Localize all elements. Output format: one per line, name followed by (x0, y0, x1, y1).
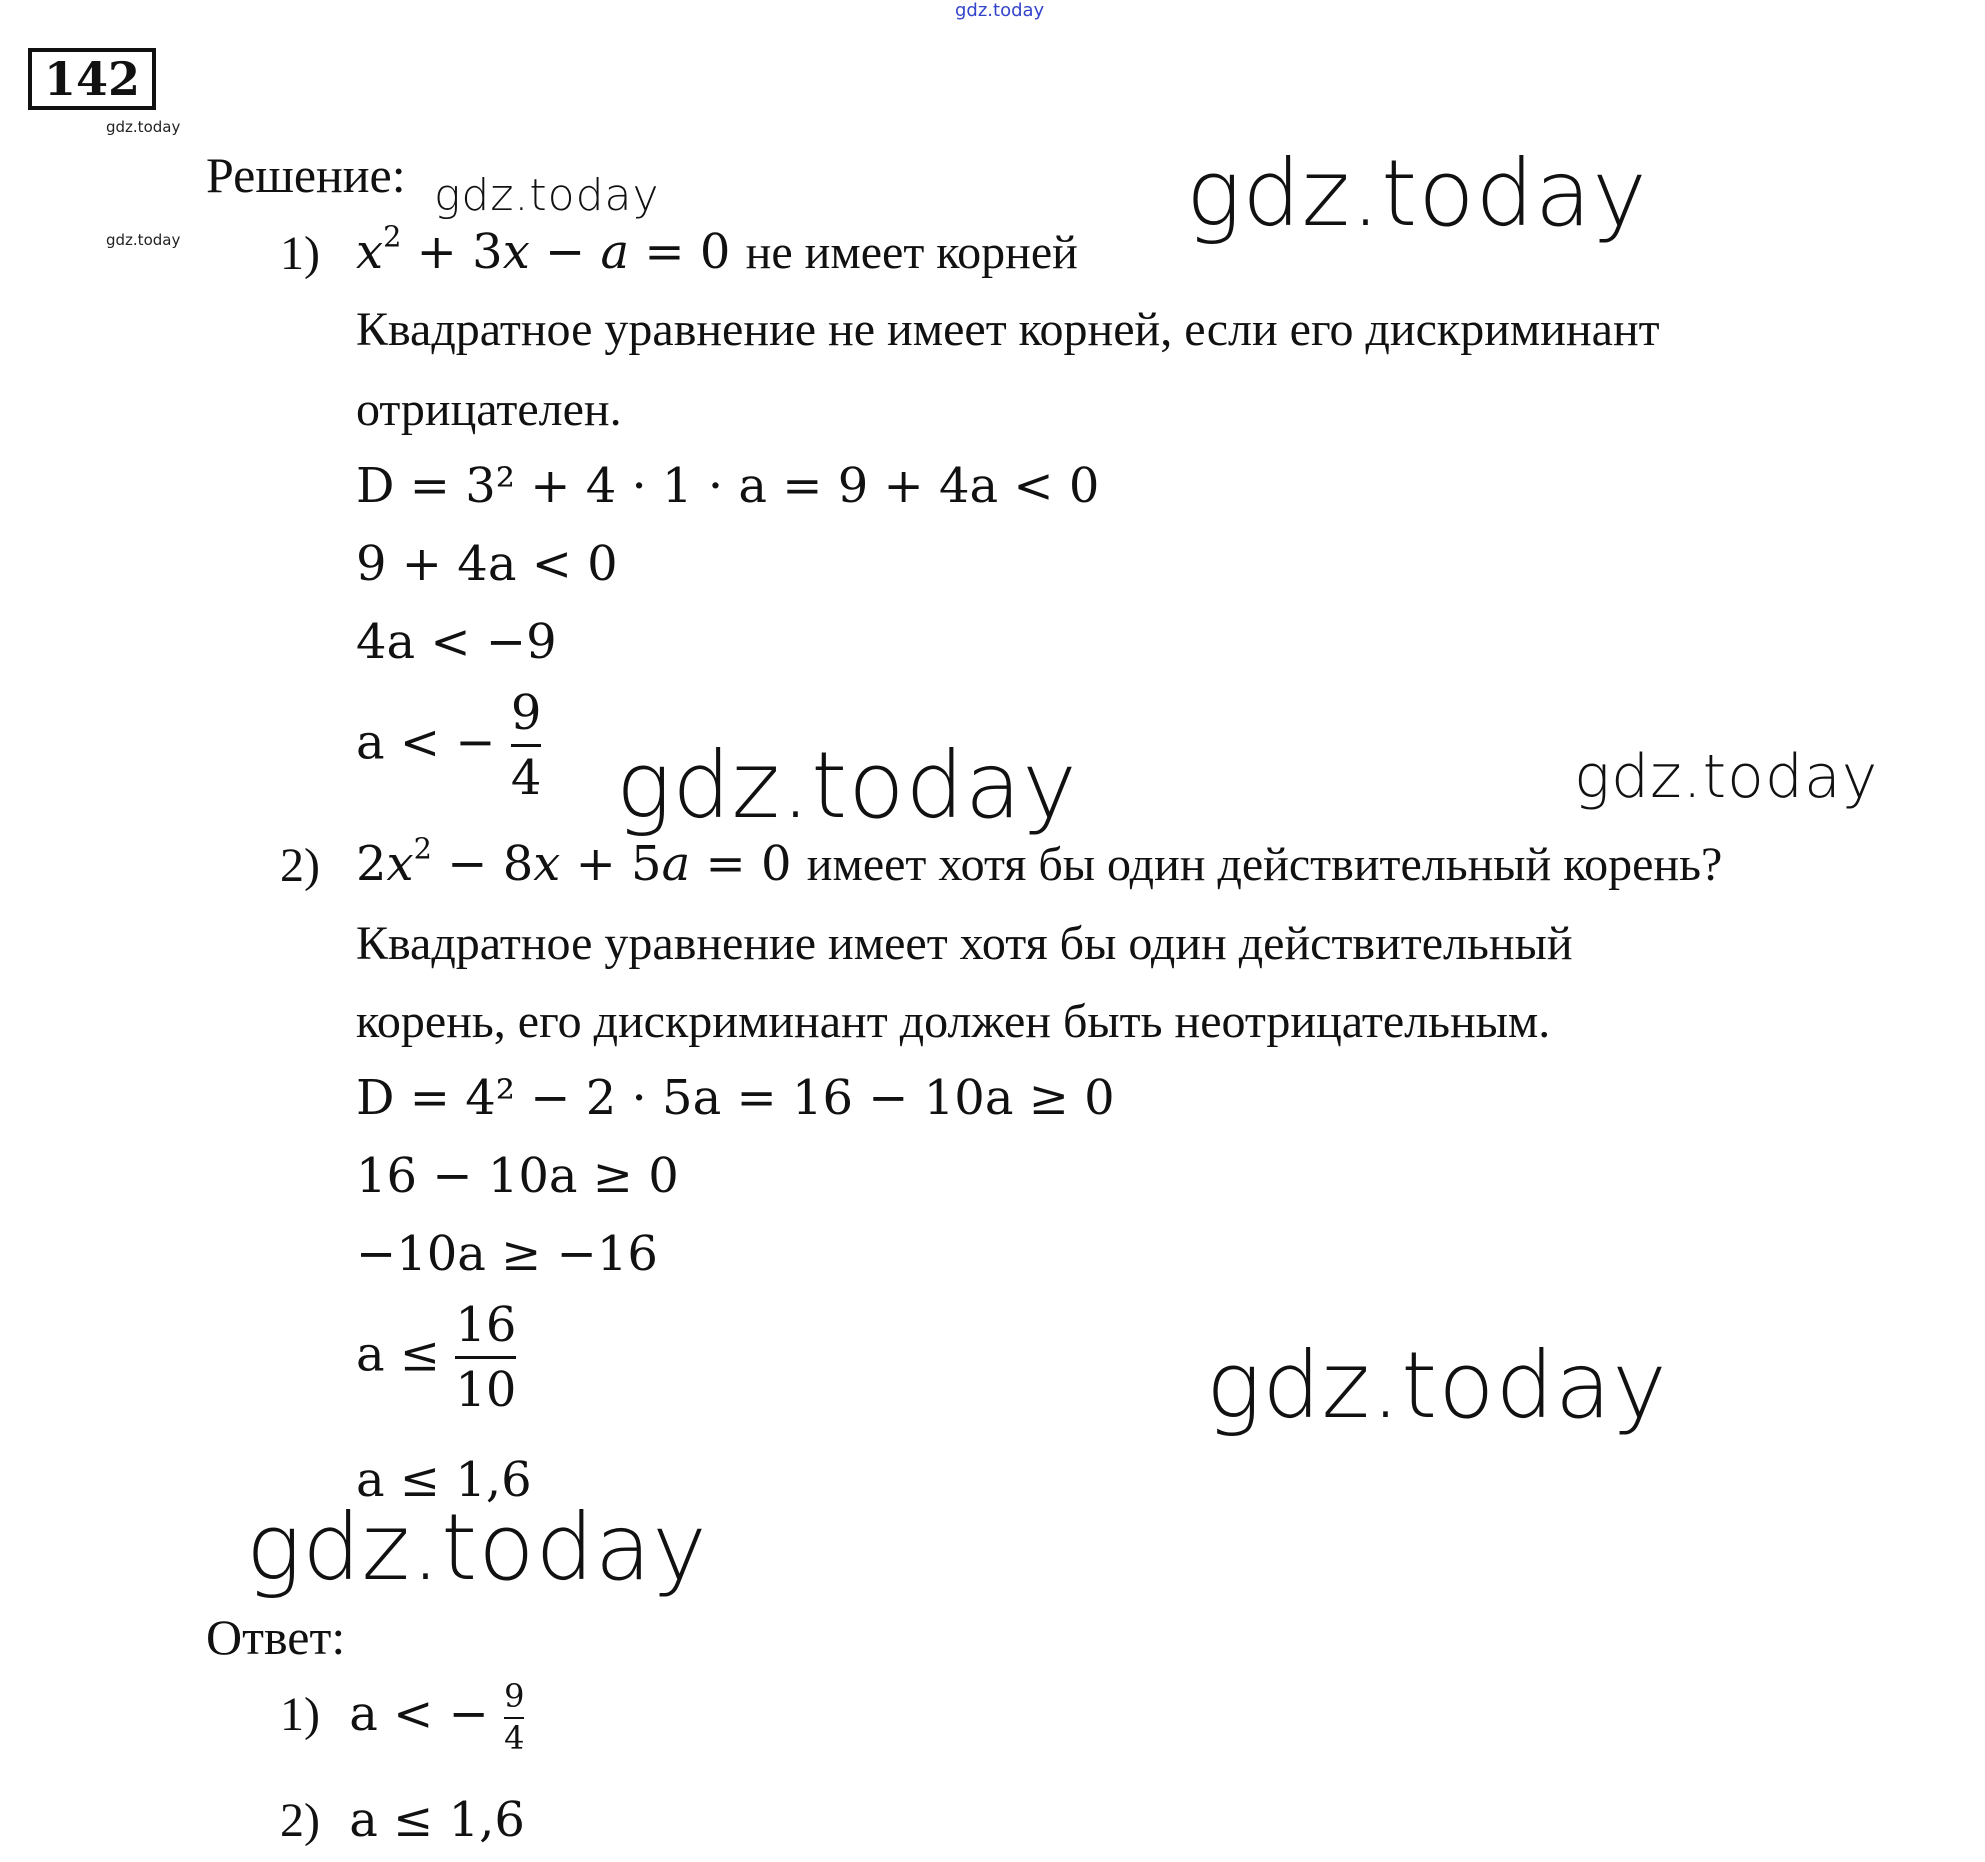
fraction-numerator: 16 (455, 1297, 517, 1353)
fraction-denominator: 10 (455, 1362, 517, 1419)
part1-discriminant: D = 3² + 4 · 1 · a = 9 + 4a < 0 (356, 458, 1100, 514)
part2-equation-text: имеет хотя бы один действительный корень? (806, 838, 1723, 891)
watermark: gdz.today (616, 732, 1078, 839)
part2-result-final: a ≤ 1,6 (356, 1452, 532, 1508)
fraction-bar (455, 1356, 516, 1359)
fraction-denominator: 4 (504, 1718, 525, 1757)
problem-number: 142 (43, 52, 141, 106)
part1-equation: $x^2 + 3x - a = 0$ не имеет корней (356, 219, 1078, 280)
part2-explanation-line2: корень, его дискриминант должен быть неотрицательным. (356, 995, 1551, 1048)
watermark: gdz.today (1574, 742, 1879, 812)
fraction-numerator: 9 (504, 1677, 525, 1715)
small-watermark: gdz.today (106, 118, 181, 136)
answer-1-fraction (504, 1677, 525, 1757)
part2-result-fraction (455, 1297, 517, 1419)
answer-label: Ответ: (206, 1609, 346, 1665)
answer-1-prefix: a < − (349, 1686, 489, 1743)
fraction-bar (511, 744, 542, 747)
part1-number: 1) (280, 227, 320, 280)
part1-step1: 9 + 4a < 0 (356, 536, 618, 592)
answer-1 (280, 1677, 525, 1757)
watermark: gdz.today (434, 170, 660, 221)
part1-equation-text: не имеет корней (745, 226, 1078, 279)
watermark: gdz.today (246, 1494, 708, 1601)
solution-label: Решение: (206, 147, 406, 203)
fraction-numerator: 9 (510, 685, 542, 741)
top-watermark: gdz.today (955, 0, 1045, 21)
part1-result-prefix: a < − (356, 714, 496, 771)
part1-explanation-line1: Квадратное уравнение не имеет корней, если его дискриминант (356, 303, 1660, 356)
watermark: gdz.today (1206, 1332, 1668, 1439)
fraction-denominator: 4 (510, 750, 542, 807)
small-watermark: gdz.today (106, 231, 181, 249)
part2-result-fraction-line (356, 1297, 517, 1419)
part2-discriminant: D = 4² − 2 · 5a = 16 − 10a ≥ 0 (356, 1070, 1115, 1126)
part1-result-fraction (510, 685, 542, 807)
part2-step1: 16 − 10a ≥ 0 (356, 1148, 679, 1204)
problem-number-box (28, 48, 156, 110)
answer-2-text: a ≤ 1,6 (349, 1792, 525, 1848)
part1-step2: 4a < −9 (356, 614, 557, 670)
part2-equation: $2x^2 - 8x + 5a = 0$ имеет хотя бы один действительный корень? (356, 831, 1723, 892)
part1-result (356, 685, 542, 807)
part2-number: 2) (280, 839, 320, 892)
answer-2-number: 2) (280, 1794, 320, 1847)
answer-2 (280, 1792, 525, 1848)
watermark: gdz.today (1186, 140, 1648, 247)
part2-result-prefix: a ≤ (356, 1326, 441, 1383)
part2-explanation-line1: Квадратное уравнение имеет хотя бы один действительный (356, 917, 1573, 970)
answer-1-number: 1) (280, 1688, 320, 1742)
part2-step2: −10a ≥ −16 (356, 1226, 658, 1282)
part1-explanation-line2: отрицателен. (356, 383, 622, 436)
